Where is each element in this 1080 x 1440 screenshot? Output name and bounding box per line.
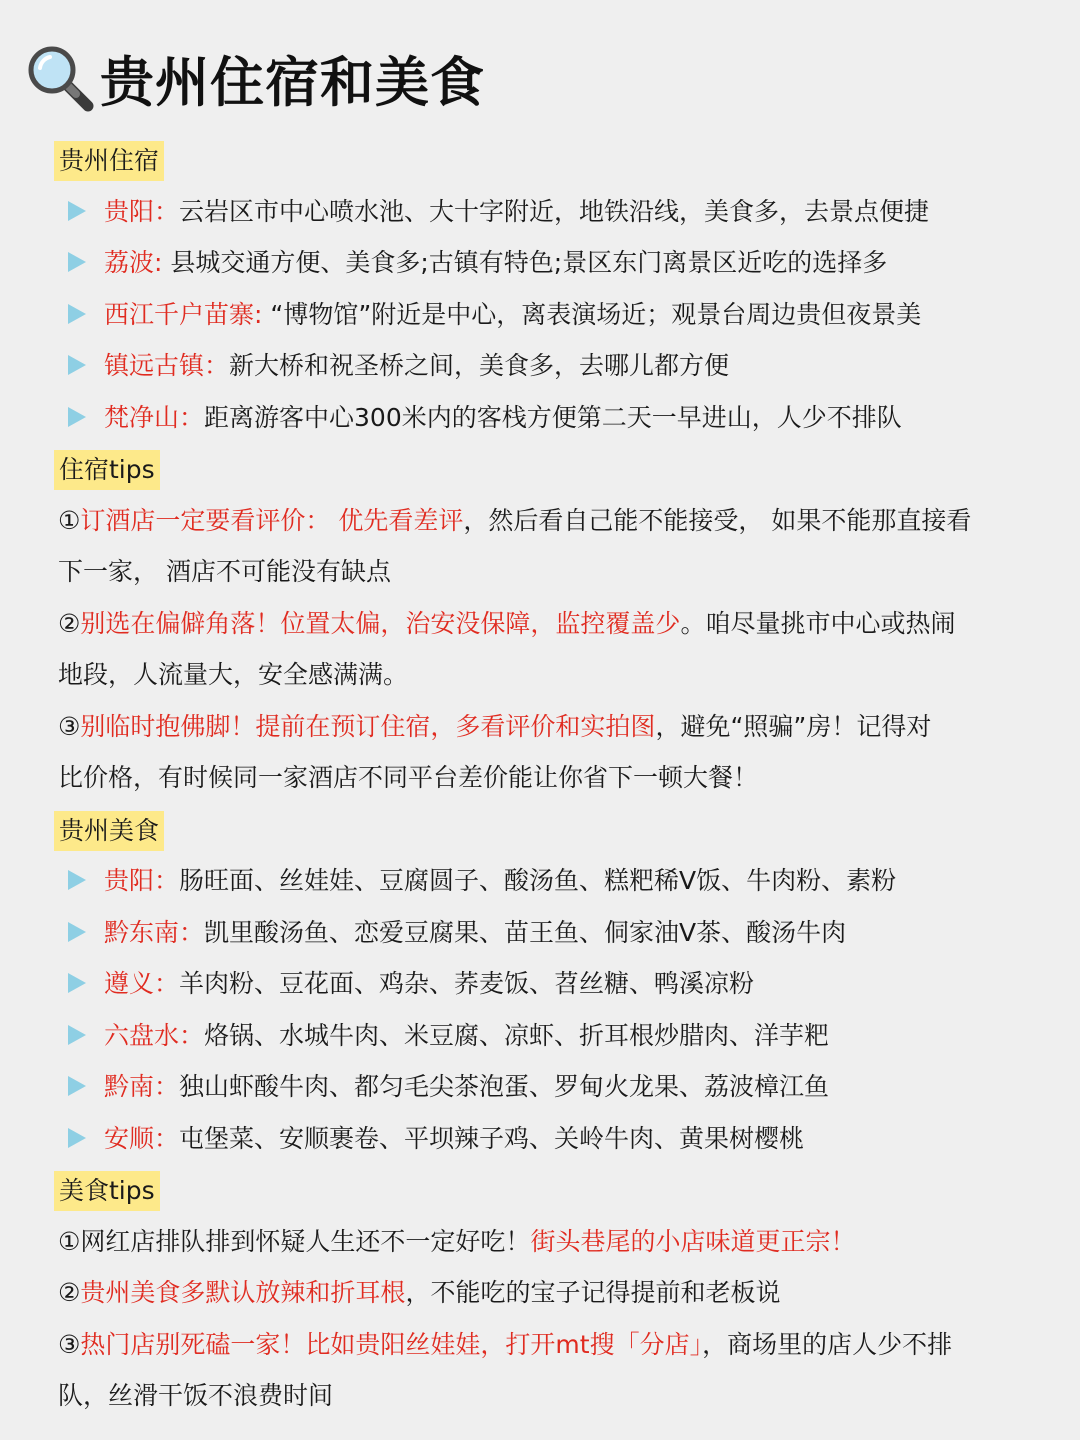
tip-number: ③ [58,1329,81,1359]
tip-number: ③ [58,711,81,741]
tip-text: 下一家， 酒店不可能没有缺点 [58,557,391,586]
place-name: 六盘水： [104,1020,205,1050]
list-item [0,186,1080,238]
tip-number: ① [58,505,81,535]
place-name: 梵净山： [104,402,205,432]
tip-highlight: 别临时抱佛脚！提前在预订住宿，多看评价和实拍图 [80,711,656,741]
content [0,134,1080,1422]
place-name: 安顺： [104,1123,180,1153]
list-item [0,1113,1080,1165]
tip-line-continued [0,752,1080,804]
place-name: 荔波: [104,248,171,277]
list-item [0,237,1080,289]
lodging-label-line [0,134,1080,186]
list-item [0,1061,1080,1113]
tip-line [0,598,1080,650]
tip-text: 网红店排队排到怀疑人生还不一定好吃！ [80,1226,531,1256]
tip-highlight: 热门店别死磕一家！比如贵阳丝娃娃，打开mt搜「分店」 [80,1329,703,1359]
tip-line-continued [0,649,1080,701]
place-name: 西江千户苗寨: [104,299,271,329]
place-desc: 县城交通方便、美食多;古镇有特色;景区东门离景区近吃的选择多 [170,248,888,277]
list-item [0,907,1080,959]
place-name: 黔南： [104,1072,180,1101]
food-desc: 烙锅、水城牛肉、米豆腐、凉虾、折耳根炒腊肉、洋芋粑 [204,1020,830,1050]
triangle-bullet-icon [68,973,86,993]
triangle-bullet-icon [68,201,86,221]
place-name: 黔东南： [104,917,205,947]
tip-number: ② [58,1278,81,1307]
tip-text: ，商场里的店人少不排 [702,1329,953,1359]
place-desc: 新大桥和祝圣桥之间，美食多，去哪儿都方便 [229,351,730,380]
triangle-bullet-icon [68,1076,86,1096]
section-label-food: 贵州美食 [54,811,164,851]
tip-line [0,1267,1080,1319]
triangle-bullet-icon [68,252,86,272]
tip-line-continued [0,546,1080,598]
place-name: 遵义： [104,969,180,998]
place-name: 镇远古镇： [104,351,230,380]
section-label-lodging: 贵州住宿 [54,141,164,181]
list-item [0,392,1080,444]
tip-text: 比价格，有时候同一家酒店不同平台差价能让你省下一顿大餐！ [58,763,759,792]
tip-highlight: 别选在偏僻角落！位置太偏，治安没保障，监控覆盖少 [80,608,681,638]
list-item [0,855,1080,907]
food-tips-label-line [0,1164,1080,1216]
triangle-bullet-icon [68,355,86,375]
tip-line [0,1319,1080,1371]
triangle-bullet-icon [68,407,86,427]
triangle-bullet-icon [68,1025,86,1045]
tip-text: ，然后看自己能不能接受， 如果不能那直接看 [463,505,972,535]
tip-line [0,1216,1080,1268]
lodging-tips-label-line [0,443,1080,495]
tip-number: ② [58,608,81,638]
food-desc: 屯堡菜、安顺裹卷、平坝辣子鸡、关岭牛肉、黄果树樱桃 [179,1123,805,1153]
tip-number: ① [58,1226,81,1256]
title-row [26,38,485,118]
tip-text: 队，丝滑干饭不浪费时间 [58,1381,334,1410]
food-desc: 独山虾酸牛肉、都匀毛尖茶泡蛋、罗甸火龙果、荔波樟江鱼 [179,1072,830,1101]
tip-highlight: 订酒店一定要看评价： 优先看差评 [80,505,464,535]
tip-text: 。咱尽量挑市中心或热闹 [680,608,956,638]
list-item [0,289,1080,341]
place-desc: “博物馆”附近是中心，离表演场近；观景台周边贵但夜景美 [270,299,922,329]
tip-text: ，不能吃的宝子记得提前和老板说 [405,1278,781,1307]
food-desc: 羊肉粉、豆花面、鸡杂、荞麦饭、苕丝糖、鸭溪凉粉 [179,969,755,998]
food-label-line [0,804,1080,856]
place-desc: 云岩区市中心喷水池、大十字附近，地铁沿线，美食多，去景点便捷 [179,196,930,226]
list-item [0,340,1080,392]
place-name: 贵阳： [104,866,180,895]
magnifier-icon [26,44,94,112]
tip-line [0,701,1080,753]
section-label-food-tips: 美食tips [54,1171,160,1211]
section-label-lodging-tips: 住宿tips [54,450,160,490]
place-name: 贵阳： [104,196,180,226]
list-item [0,1010,1080,1062]
tip-highlight: 贵州美食多默认放辣和折耳根 [80,1278,406,1307]
tip-highlight: 街头巷尾的小店味道更正宗！ [530,1226,856,1256]
triangle-bullet-icon [68,922,86,942]
tip-line [0,495,1080,547]
triangle-bullet-icon [68,1128,86,1148]
food-desc: 肠旺面、丝娃娃、豆腐圆子、酸汤鱼、糕粑稀V饭、牛肉粉、素粉 [179,866,897,895]
tip-text: 地段，人流量大，安全感满满。 [58,660,409,689]
triangle-bullet-icon [68,304,86,324]
food-desc: 凯里酸汤鱼、恋爱豆腐果、苗王鱼、侗家油V茶、酸汤牛肉 [204,917,847,947]
list-item [0,958,1080,1010]
tip-text: ，避免“照骗”房！记得对 [655,711,932,741]
place-desc: 距离游客中心300米内的客栈方便第二天一早进山，人少不排队 [204,402,902,432]
tip-line-continued [0,1370,1080,1422]
triangle-bullet-icon [68,870,86,890]
page-title: 贵州住宿和美食 [100,50,485,114]
